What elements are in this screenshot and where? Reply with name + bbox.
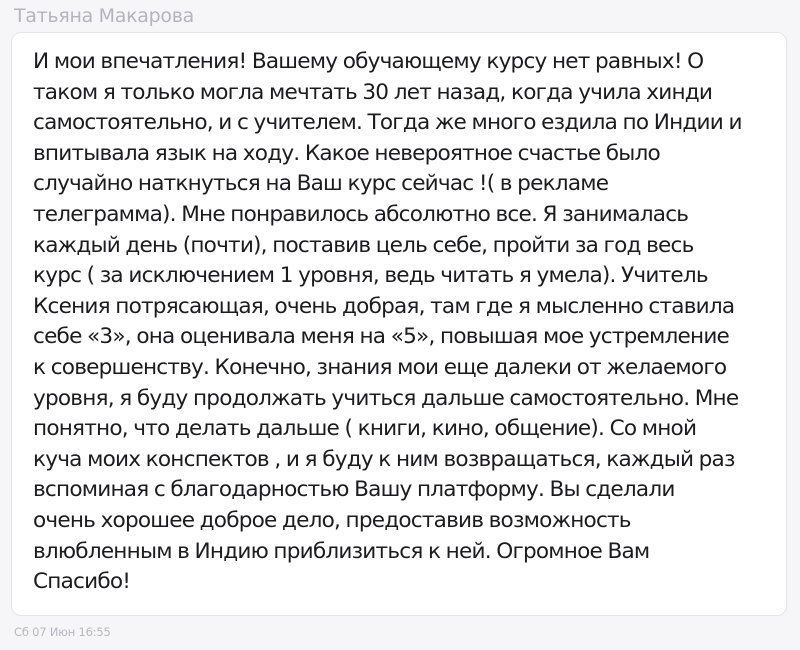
review-text: И мои впечатления! Вашему обучающему курсу нет равных! О таком я только могла мечтать 30 лет назад, когда учила хинди самостоятельно, и с учителем. Тогда же много ездила по Индии и впитывала язык на ходу. Какое невероятное счастье было случайно наткнуться на Ваш курс сейчас !( в рекламе телеграмма). Мне понравилось абсолютно все. Я занималась каждый день (почти), поставив цель себе, пройти за год весь курс ( за исключением 1 уровня, ведь читать я умела). Учитель Ксения потрясающая, очень добрая, там где я мысленно ставила себе «3», она оценивала меня на «5», повышая мое устремление к совершенству. Конечно, знания мои еще далеки от желаемого уровня, я буду продолжать учиться дальше самостоятельно. Мне понятно, что делать дальше ( книги, кино, общение). Со мной куча моих конспектов , и я буду к ним возвращаться, каждый раз вспоминая с благодарностью Вашу платформу. Вы сделали очень хорошее доброе дело, предоставив возможность влюбленным в Индию приблизиться к ней. Огромное Вам Спасибо! — [33, 49, 742, 595]
review-card — [11, 32, 787, 616]
message-timestamp: Сб 07 Июн 16:55 — [14, 625, 111, 639]
author-name: Татьяна Макарова — [14, 5, 194, 27]
